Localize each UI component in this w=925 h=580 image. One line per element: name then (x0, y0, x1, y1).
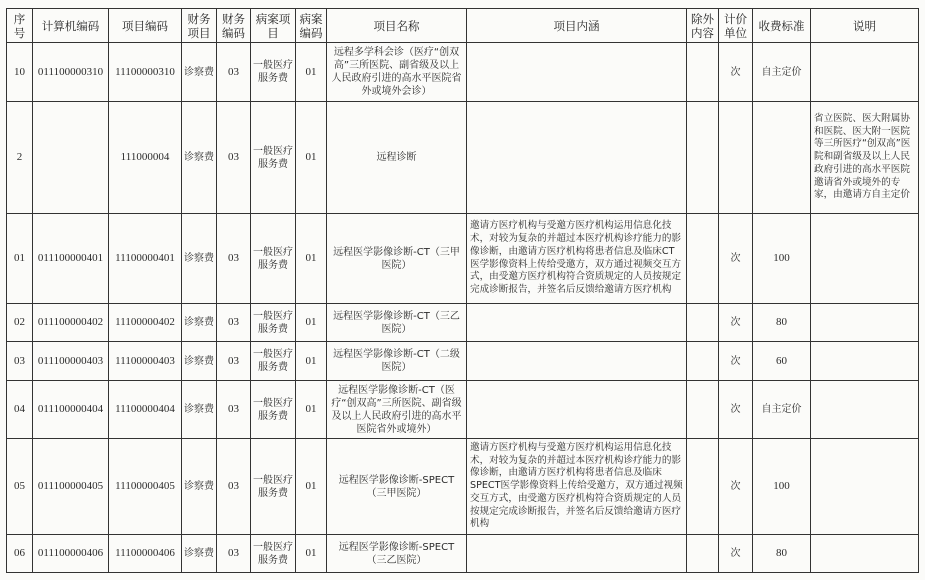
cell-fee: 80 (753, 304, 811, 342)
cell-computer-code: 011100000310 (33, 43, 109, 102)
cell-unit: 次 (719, 535, 753, 573)
cell-case-code: 01 (296, 43, 327, 102)
cell-seq: 10 (7, 43, 33, 102)
cell-finance-item: 诊察费 (182, 214, 217, 304)
cell-finance-code: 03 (217, 43, 251, 102)
header-notes: 说明 (811, 9, 919, 43)
cell-excluded (687, 304, 719, 342)
cell-finance-item: 诊察费 (182, 381, 217, 439)
cell-fee: 80 (753, 535, 811, 573)
header-excluded: 除外内容 (687, 9, 719, 43)
table-row (7, 102, 919, 214)
cell-notes (811, 214, 919, 304)
cell-item-name: 远程多学科会诊（医疗“创双高”三所医院、副省级及以上人民政府引进的高水平医院省外或境外会诊） (327, 43, 467, 102)
cell-item-code: 11100000404 (109, 381, 182, 439)
cell-finance-item: 诊察费 (182, 439, 217, 535)
cell-finance-code: 03 (217, 304, 251, 342)
cell-excluded (687, 381, 719, 439)
cell-computer-code: 011100000403 (33, 342, 109, 381)
cell-seq: 03 (7, 342, 33, 381)
header-item-code: 项目编码 (109, 9, 182, 43)
cell-fee: 100 (753, 214, 811, 304)
header-unit: 计价单位 (719, 9, 753, 43)
cell-seq: 06 (7, 535, 33, 573)
table-row (7, 439, 919, 535)
cell-seq: 05 (7, 439, 33, 535)
cell-unit: 次 (719, 439, 753, 535)
cell-case-item: 一般医疗服务费 (251, 102, 296, 214)
cell-item-content: 邀请方医疗机构与受邀方医疗机构运用信息化技术，对较为复杂的并超过本医疗机构诊疗能力的影像诊断，由邀请方医疗机构将患者信息及临床SPECT医学影像资料上传给受邀方，双方通过视频交互方式，由受邀方医疗机构符合资质规定的人员按规定完成诊断报告，并签名后反馈给邀请方医疗机构 (467, 439, 687, 535)
cell-unit: 次 (719, 43, 753, 102)
cell-item-code: 11100000402 (109, 304, 182, 342)
cell-item-content (467, 304, 687, 342)
cell-finance-code: 03 (217, 342, 251, 381)
table-row (7, 304, 919, 342)
cell-finance-code: 03 (217, 439, 251, 535)
cell-fee: 自主定价 (753, 43, 811, 102)
cell-item-content (467, 381, 687, 439)
cell-unit: 次 (719, 214, 753, 304)
header-seq: 序号 (7, 9, 33, 43)
cell-computer-code: 011100000402 (33, 304, 109, 342)
cell-item-content (467, 43, 687, 102)
cell-computer-code: 011100000405 (33, 439, 109, 535)
cell-seq: 2 (7, 102, 33, 214)
cell-finance-code: 03 (217, 535, 251, 573)
cell-item-name: 远程医学影像诊断-CT（医疗“创双高”三所医院、副省级及以上人民政府引进的高水平医院省外或境外） (327, 381, 467, 439)
table-row (7, 214, 919, 304)
table-row (7, 43, 919, 102)
cell-item-name: 远程医学影像诊断-SPECT（三甲医院） (327, 439, 467, 535)
cell-fee: 60 (753, 342, 811, 381)
header-finance-item: 财务项目 (182, 9, 217, 43)
cell-unit: 次 (719, 381, 753, 439)
cell-case-code: 01 (296, 342, 327, 381)
cell-fee: 自主定价 (753, 381, 811, 439)
cell-item-content (467, 102, 687, 214)
cell-item-code: 11100000406 (109, 535, 182, 573)
cell-case-item: 一般医疗服务费 (251, 535, 296, 573)
cell-computer-code: 011100000406 (33, 535, 109, 573)
header-finance-code: 财务编码 (217, 9, 251, 43)
cell-excluded (687, 214, 719, 304)
cell-case-code: 01 (296, 102, 327, 214)
cell-finance-item: 诊察费 (182, 304, 217, 342)
cell-excluded (687, 535, 719, 573)
cell-fee: 100 (753, 439, 811, 535)
cell-item-code: 11100000401 (109, 214, 182, 304)
header-computer-code: 计算机编码 (33, 9, 109, 43)
header-case-item: 病案项目 (251, 9, 296, 43)
cell-item-name: 远程医学影像诊断-CT（二级医院） (327, 342, 467, 381)
cell-computer-code (33, 102, 109, 214)
fee-schedule-table (6, 8, 919, 573)
cell-notes (811, 535, 919, 573)
cell-excluded (687, 342, 719, 381)
cell-unit: 次 (719, 304, 753, 342)
cell-case-item: 一般医疗服务费 (251, 381, 296, 439)
cell-finance-code: 03 (217, 102, 251, 214)
header-item-name: 项目名称 (327, 9, 467, 43)
cell-case-code: 01 (296, 304, 327, 342)
cell-finance-code: 03 (217, 214, 251, 304)
cell-notes (811, 304, 919, 342)
header-case-code: 病案编码 (296, 9, 327, 43)
cell-case-code: 01 (296, 214, 327, 304)
cell-case-item: 一般医疗服务费 (251, 304, 296, 342)
cell-case-item: 一般医疗服务费 (251, 342, 296, 381)
cell-case-item: 一般医疗服务费 (251, 439, 296, 535)
header-row (7, 9, 919, 43)
cell-item-code: 11100000403 (109, 342, 182, 381)
cell-seq: 02 (7, 304, 33, 342)
cell-finance-item: 诊察费 (182, 43, 217, 102)
cell-finance-item: 诊察费 (182, 342, 217, 381)
cell-fee (753, 102, 811, 214)
cell-unit: 次 (719, 342, 753, 381)
cell-unit (719, 102, 753, 214)
cell-finance-code: 03 (217, 381, 251, 439)
cell-computer-code: 011100000404 (33, 381, 109, 439)
cell-item-code: 11100000405 (109, 439, 182, 535)
cell-notes: 省立医院、医大附属协和医院、医大附一医院等三所医疗“创双高”医院和副省级及以上人民政府引进的高水平医院邀请省外或境外的专家，由邀请方自主定价 (811, 102, 919, 214)
cell-notes (811, 381, 919, 439)
cell-case-code: 01 (296, 535, 327, 573)
cell-seq: 01 (7, 214, 33, 304)
cell-case-code: 01 (296, 439, 327, 535)
cell-item-name: 远程诊断 (327, 102, 467, 214)
cell-seq: 04 (7, 381, 33, 439)
cell-excluded (687, 439, 719, 535)
cell-excluded (687, 43, 719, 102)
cell-case-item: 一般医疗服务费 (251, 214, 296, 304)
cell-notes (811, 43, 919, 102)
table-row (7, 535, 919, 573)
cell-item-content: 邀请方医疗机构与受邀方医疗机构运用信息化技术，对较为复杂的并超过本医疗机构诊疗能力的影像诊断，由邀请方医疗机构将患者信息及临床CT医学影像资料上传给受邀方，双方通过视频交互方式，由受邀方医疗机构符合资质规定的人员按规定完成诊断报告，并签名后反馈给邀请方医疗机构 (467, 214, 687, 304)
cell-item-content (467, 342, 687, 381)
cell-item-content (467, 535, 687, 573)
table-row (7, 342, 919, 381)
cell-item-code: 11100000310 (109, 43, 182, 102)
cell-notes (811, 439, 919, 535)
cell-excluded (687, 102, 719, 214)
cell-item-code: 111000004 (109, 102, 182, 214)
cell-item-name: 远程医学影像诊断-SPECT（三乙医院） (327, 535, 467, 573)
cell-case-code: 01 (296, 381, 327, 439)
cell-computer-code: 011100000401 (33, 214, 109, 304)
cell-case-item: 一般医疗服务费 (251, 43, 296, 102)
header-item-content: 项目内涵 (467, 9, 687, 43)
cell-finance-item: 诊察费 (182, 102, 217, 214)
cell-notes (811, 342, 919, 381)
cell-item-name: 远程医学影像诊断-CT（三甲医院） (327, 214, 467, 304)
cell-item-name: 远程医学影像诊断-CT（三乙医院） (327, 304, 467, 342)
cell-finance-item: 诊察费 (182, 535, 217, 573)
header-fee: 收费标准 (753, 9, 811, 43)
table-row (7, 381, 919, 439)
